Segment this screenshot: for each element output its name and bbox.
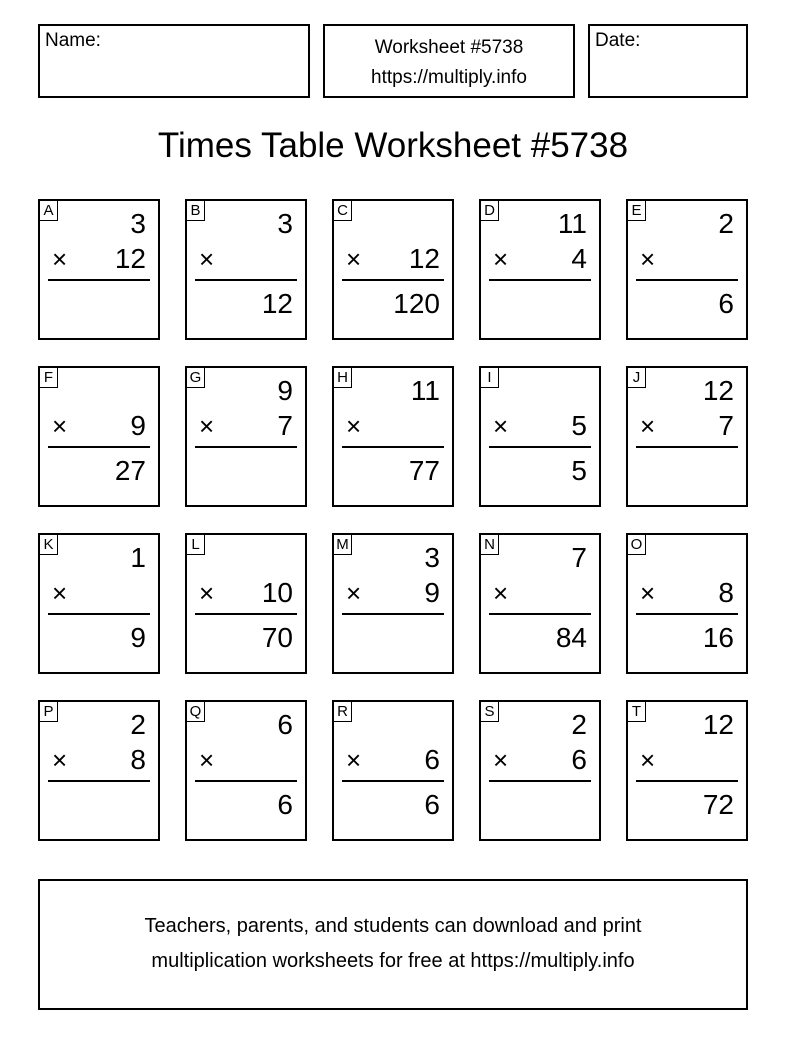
page-title: Times Table Worksheet #5738	[157, 126, 629, 165]
product: 84	[555, 622, 587, 653]
multiplier: 8	[130, 744, 146, 775]
times-sign: ×	[346, 745, 362, 775]
answer-rule	[195, 279, 297, 281]
problem-letter: T	[628, 702, 646, 722]
multiplicand: 2	[571, 709, 587, 740]
product: 70	[261, 622, 293, 653]
problem-letter: M	[334, 535, 352, 555]
problem-o	[626, 533, 748, 674]
problem-s	[479, 700, 601, 841]
problem-letter: C	[334, 201, 352, 221]
times-sign: ×	[493, 244, 509, 274]
product: 6	[424, 789, 440, 820]
answer-rule	[195, 780, 297, 782]
multiplicand: 6	[277, 709, 293, 740]
times-sign: ×	[493, 745, 509, 775]
problem-letter: Q	[187, 702, 205, 722]
multiplicand: 12	[702, 375, 734, 406]
problem-d	[479, 199, 601, 340]
times-sign: ×	[52, 745, 68, 775]
times-sign: ×	[493, 578, 509, 608]
multiplier: 9	[130, 410, 146, 441]
name-box[interactable]	[38, 24, 310, 98]
problem-t	[626, 700, 748, 841]
multiplicand: 12	[702, 709, 734, 740]
times-sign: ×	[199, 411, 215, 441]
times-sign: ×	[199, 578, 215, 608]
multiplicand: 3	[277, 208, 293, 239]
problem-letter: R	[334, 702, 352, 722]
times-sign: ×	[199, 244, 215, 274]
answer-rule	[342, 613, 444, 615]
multiplier: 10	[261, 577, 293, 608]
problem-i	[479, 366, 601, 507]
problem-letter: J	[628, 368, 646, 388]
problem-letter: S	[481, 702, 499, 722]
footer-line-1: Teachers, parents, and students can download and print	[144, 915, 642, 937]
multiplier: 8	[718, 577, 734, 608]
product: 12	[261, 288, 293, 319]
answer-rule	[636, 613, 738, 615]
problem-q	[185, 700, 307, 841]
worksheet-info-box	[323, 24, 575, 98]
problem-letter: D	[481, 201, 499, 221]
problem-m	[332, 533, 454, 674]
multiplicand: 11	[410, 375, 440, 406]
multiplier: 12	[114, 243, 146, 274]
times-sign: ×	[493, 411, 509, 441]
times-sign: ×	[640, 745, 656, 775]
problem-f	[38, 366, 160, 507]
multiplier: 5	[571, 410, 587, 441]
product: 77	[408, 455, 440, 486]
multiplier: 12	[408, 243, 440, 274]
answer-rule	[342, 446, 444, 448]
times-sign: ×	[346, 244, 362, 274]
answer-rule	[636, 780, 738, 782]
problem-letter: E	[628, 201, 646, 221]
problem-a	[38, 199, 160, 340]
footer-line-2: multiplication worksheets for free at https://multiply.info	[151, 950, 635, 972]
worksheet-number: Worksheet #5738	[374, 37, 524, 58]
problem-b	[185, 199, 307, 340]
problem-letter: H	[334, 368, 352, 388]
answer-rule	[48, 279, 150, 281]
problem-letter: A	[40, 201, 58, 221]
times-sign: ×	[640, 578, 656, 608]
product: 6	[718, 288, 734, 319]
problem-letter: N	[481, 535, 499, 555]
multiplier: 7	[277, 410, 293, 441]
problem-e	[626, 199, 748, 340]
times-sign: ×	[52, 578, 68, 608]
problem-letter: B	[187, 201, 205, 221]
multiplicand: 3	[130, 208, 146, 239]
times-sign: ×	[346, 411, 362, 441]
multiplier: 6	[571, 744, 587, 775]
problem-p	[38, 700, 160, 841]
problem-k	[38, 533, 160, 674]
footer-note	[38, 879, 748, 1010]
product: 9	[130, 622, 146, 653]
times-sign: ×	[199, 745, 215, 775]
worksheet-url: https://multiply.info	[371, 67, 527, 88]
times-sign: ×	[346, 578, 362, 608]
problem-letter: O	[628, 535, 646, 555]
product: 27	[114, 455, 146, 486]
answer-rule	[489, 446, 591, 448]
times-sign: ×	[640, 244, 656, 274]
multiplier: 4	[571, 243, 587, 274]
problem-g	[185, 366, 307, 507]
problem-n	[479, 533, 601, 674]
answer-rule	[342, 279, 444, 281]
answer-rule	[48, 780, 150, 782]
problem-c	[332, 199, 454, 340]
problem-letter: K	[40, 535, 58, 555]
answer-rule	[489, 613, 591, 615]
times-sign: ×	[52, 411, 68, 441]
times-sign: ×	[640, 411, 656, 441]
multiplicand: 7	[571, 542, 587, 573]
problem-letter: L	[187, 535, 205, 555]
name-label: Name:	[45, 30, 101, 51]
problem-letter: G	[187, 368, 205, 388]
problem-j	[626, 366, 748, 507]
multiplier: 7	[718, 410, 734, 441]
multiplicand: 2	[130, 709, 146, 740]
answer-rule	[489, 780, 591, 782]
product: 5	[571, 455, 587, 486]
product: 72	[702, 789, 734, 820]
multiplicand: 11	[557, 208, 587, 239]
date-label: Date:	[595, 30, 641, 51]
answer-rule	[489, 279, 591, 281]
product: 120	[393, 288, 440, 319]
problem-letter: I	[481, 368, 499, 388]
multiplicand: 2	[718, 208, 734, 239]
answer-rule	[342, 780, 444, 782]
multiplier: 6	[424, 744, 440, 775]
multiplicand: 9	[277, 375, 293, 406]
multiplicand: 1	[130, 542, 146, 573]
problem-letter: F	[40, 368, 58, 388]
product: 6	[277, 789, 293, 820]
answer-rule	[48, 613, 150, 615]
problem-r	[332, 700, 454, 841]
product: 16	[702, 622, 734, 653]
times-sign: ×	[52, 244, 68, 274]
multiplicand: 3	[424, 542, 440, 573]
date-box[interactable]	[588, 24, 748, 98]
multiplier: 9	[424, 577, 440, 608]
answer-rule	[636, 446, 738, 448]
answer-rule	[195, 446, 297, 448]
problem-h	[332, 366, 454, 507]
answer-rule	[48, 446, 150, 448]
problem-letter: P	[40, 702, 58, 722]
answer-rule	[195, 613, 297, 615]
answer-rule	[636, 279, 738, 281]
problem-l	[185, 533, 307, 674]
